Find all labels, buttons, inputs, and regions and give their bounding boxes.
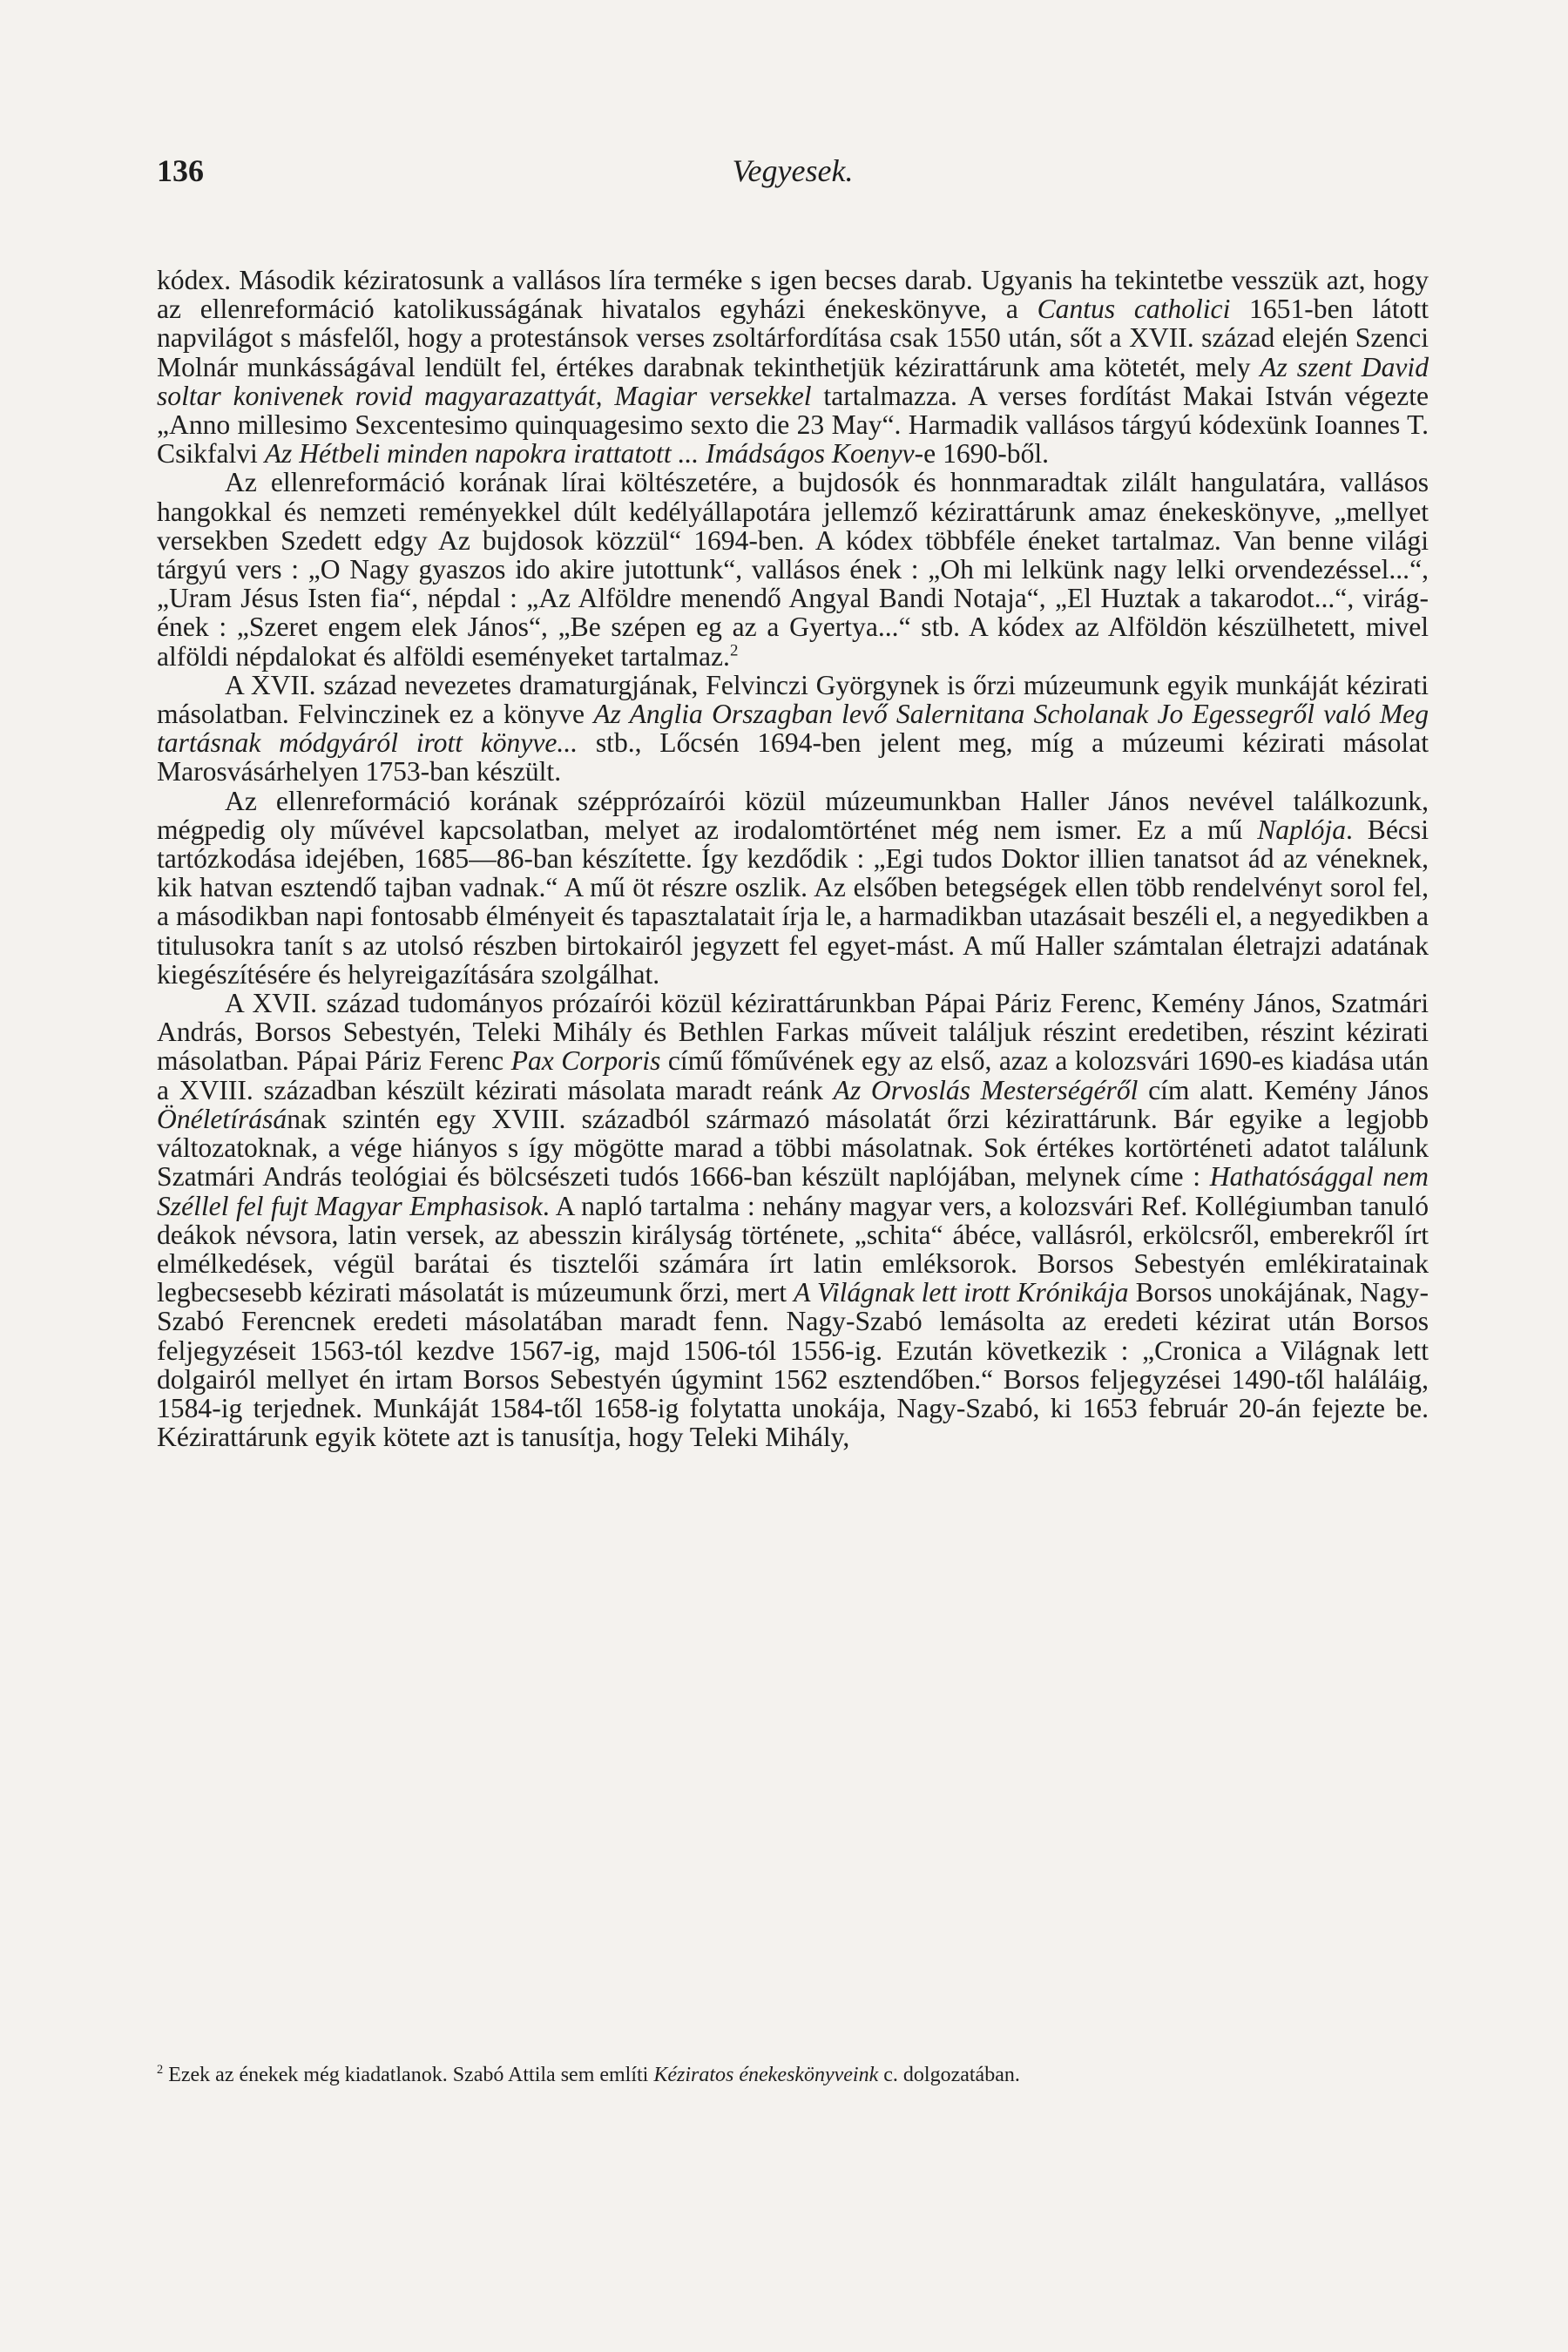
body-text	[157, 266, 1429, 1451]
footnote-marker: 2	[157, 2063, 164, 2077]
italic-title: Kéziratos énekeskönyveink	[653, 2064, 879, 2086]
italic-title: Pax Corporis	[510, 1045, 661, 1077]
text-run: stb., Lőcsén 1694-ben jelent meg, míg a múzeumi kézirati másolat Marosvásárhelyen 1753-ban készült.	[157, 727, 1429, 787]
text-run: A XVII. század tudományos prózaírói közül kézirattárunkban Pápai Páriz Ferenc, Kemény János, Szatmári András, Borsos Sebestyén, Teleki Mihály és Bethlen Farkas műveit találjuk részint eredetiben, részint kézirati másolatban. Pápai Páriz Ferenc	[157, 988, 1429, 1077]
text-run: kódex. Második kéziratosunk a vallásos líra terméke s igen becses darab. Ugyanis ha tekintetbe vesszük azt, hogy az ellenreformáció katolikusságának hivatalos egyházi énekeskönyve, a	[157, 265, 1429, 325]
text-run: Az ellenreformáció korának lírai költészetére, a bujdosók és honnmaradtak zilált hangulatára, vallásos hangokkal és nemzeti reményekkel dúlt kedélyállapotára jellemző kézirattárunk amaz énekeskönyve, „mellyet versekben Szedett edgy Az bujdosok közzül“ 1694-ben. A kódex többféle éneket tartalmaz. Van benne világi tárgyú vers : „O Nagy gyaszos ido akire jutottunk“, vallásos ének : „Oh mi lelkünk nagy lelki orvendezéssel...“, „Uram Jésus Isten fia“, népdal : „Az Alföldre menendő Angyal Bandi Notaja“, „El Huztak a takarodot...“, virág-ének : „Szeret engem elek János“, „Be szépen eg az a Gyertya...“ stb. A kódex az Alföldön készülhetett, mivel alföldi népdalokat és alföldi eseményeket tartalmaz.	[157, 467, 1429, 672]
italic-title: Az Orvoslás Mesterségéről	[833, 1074, 1139, 1105]
paragraph	[157, 671, 1429, 787]
text-run: Borsos unokájának, Nagy-Szabó Ferencnek eredeti másolatában maradt fenn. Nagy-Szabó lemásolta az eredeti kézirat után Borsos feljegyzéseit 1563-tól kezdve 1567-ig, majd 1506-tól 1556-ig. Ezután következik : „Cronica a Világnak lett dolgairól mellyet én irtam Borsos Sebestyén úgymint 1562 esztendőben.“ Borsos feljegyzései 1490-től haláláig, 1584-ig terjednek. Munkáját 1584-től 1658-ig folytatta unokája, Nagy-Szabó, ki 1653 február 20-án fejezte be. Kézirattárunk egyik kötete azt is tanusítja, hogy Teleki Mihály,	[157, 1277, 1429, 1453]
italic-title: Az szent David soltar konivenek rovid magyarazattyát, Magiar versekkel	[157, 351, 1429, 411]
paragraph	[157, 266, 1429, 468]
text-run: nak szintén egy XVIII. századból származó másolatát őrzi kézirattárunk. Bár egyike a legjobb változatoknak, a vége hiányos s így mögötte marad a többi másolatnak. Sok értékes kortörténeti adatot találunk Szatmári András teológiai és bölcsészeti tudós 1666-ban készült naplójában, melynek címe :	[157, 1103, 1429, 1193]
text-run: c. dolgozatában.	[878, 2064, 1020, 2086]
text-run: 1651-ben látott napvilágot s másfelől, hogy a protestánsok verses zsoltárfordítása csak 1550 után, sőt a XVII. század elején Szenci Molnár munkásságával lendült fel, értékes darabnak tekinthetjük kézirattárunk ama kötetét, mely	[157, 294, 1429, 382]
page-header	[157, 152, 1429, 196]
italic-title: Önéletírásá	[157, 1103, 287, 1134]
text-run: -e 1690-ből.	[914, 438, 1050, 470]
italic-title: Az Anglia Orszagban levő Salernitana Scholanak Jo Egessegről való Meg tartásnak módgyáról irott könyve...	[157, 699, 1429, 759]
running-title: Vegyesek.	[732, 153, 854, 188]
text-run: című főművének egy az első, azaz a kolozsvári 1690-es kiadása után a XVIII. században készült kézirati másolata maradt reánk	[157, 1045, 1429, 1105]
italic-title: Az Hétbeli minden napokra irattatott ... Imádságos Koenyv	[264, 438, 915, 470]
text-run: . Bécsi tartózkodása idejében, 1685—86-ban készítette. Így kezdődik : „Egi tudos Doktor illien tanatsot ád az véneknek, kik hatvan esztendő tajban vadnak.“ A mű öt részre oszlik. Az elsőben betegségek ellen több rendelvényt sorol fel, a másodikban napi fontosabb élményeit és tapasztalatait írja le, a harmadikban utazásait beszéli el, a negyedikben a titulusokra tanít s az utolsó részben birtokairól jegyzett fel egyet-mást. A mű Haller számtalan életrajzi adatának kiegészítésére és helyreigazítására szolgálhat.	[157, 814, 1429, 990]
text-run: cím alatt. Kemény János	[1138, 1074, 1429, 1105]
paragraph	[157, 787, 1429, 989]
text-run: A XVII. század nevezetes dramaturgjának, Felvinczi Györgynek is őrzi múzeumunk egyik munkáját kézirati másolatban. Felvinczinek ez a könyve	[157, 669, 1429, 730]
italic-title: A Világnak lett irott Krónikája	[794, 1277, 1129, 1308]
text-run: Az ellenreformáció korának szépprózaírói közül múzeumunkban Haller János nevével találkozunk, mégpedig oly művével kapcsolatban, melyet az irodalomtörténet még nem ismer. Ez a mű	[157, 785, 1429, 845]
paragraph	[157, 989, 1429, 1451]
text-run: Ezek az énekek még kiadatlanok. Szabó Attila sem említi	[163, 2064, 654, 2086]
text-run: . A napló tartalma : nehány magyar vers, a kolozsvári Ref. Kollégiumban tanuló deákok névsora, latin versek, az abesszin királyság története, „schita“ ábéce, vallásról, erkölcsről, emberekről írt elmélkedések, végül barátai és tisztelői számára írt latin emléksorok. Borsos Sebestyén emlékiratainak legbecsesebb kézirati másolatát is múzeumunk őrzi, mert	[157, 1190, 1429, 1308]
footnote-marker: 2	[729, 641, 739, 660]
italic-title: Cantus catholici	[1037, 294, 1231, 325]
italic-title: Hathatósággal nem Széllel fel fujt Magyar Emphasisok	[157, 1161, 1429, 1221]
text-run: tartalmazza. A verses fordítást Makai István végezte „Anno millesimo Sexcentesimo quinquagesimo sexto die 23 May“. Harmadik vallásos tárgyú kódexünk Ioannes T. Csikfalvi	[157, 380, 1429, 470]
page-number: 136	[157, 153, 204, 188]
italic-title: Naplója	[1257, 814, 1347, 845]
footnote	[157, 2063, 1429, 2087]
paragraph	[157, 468, 1429, 670]
